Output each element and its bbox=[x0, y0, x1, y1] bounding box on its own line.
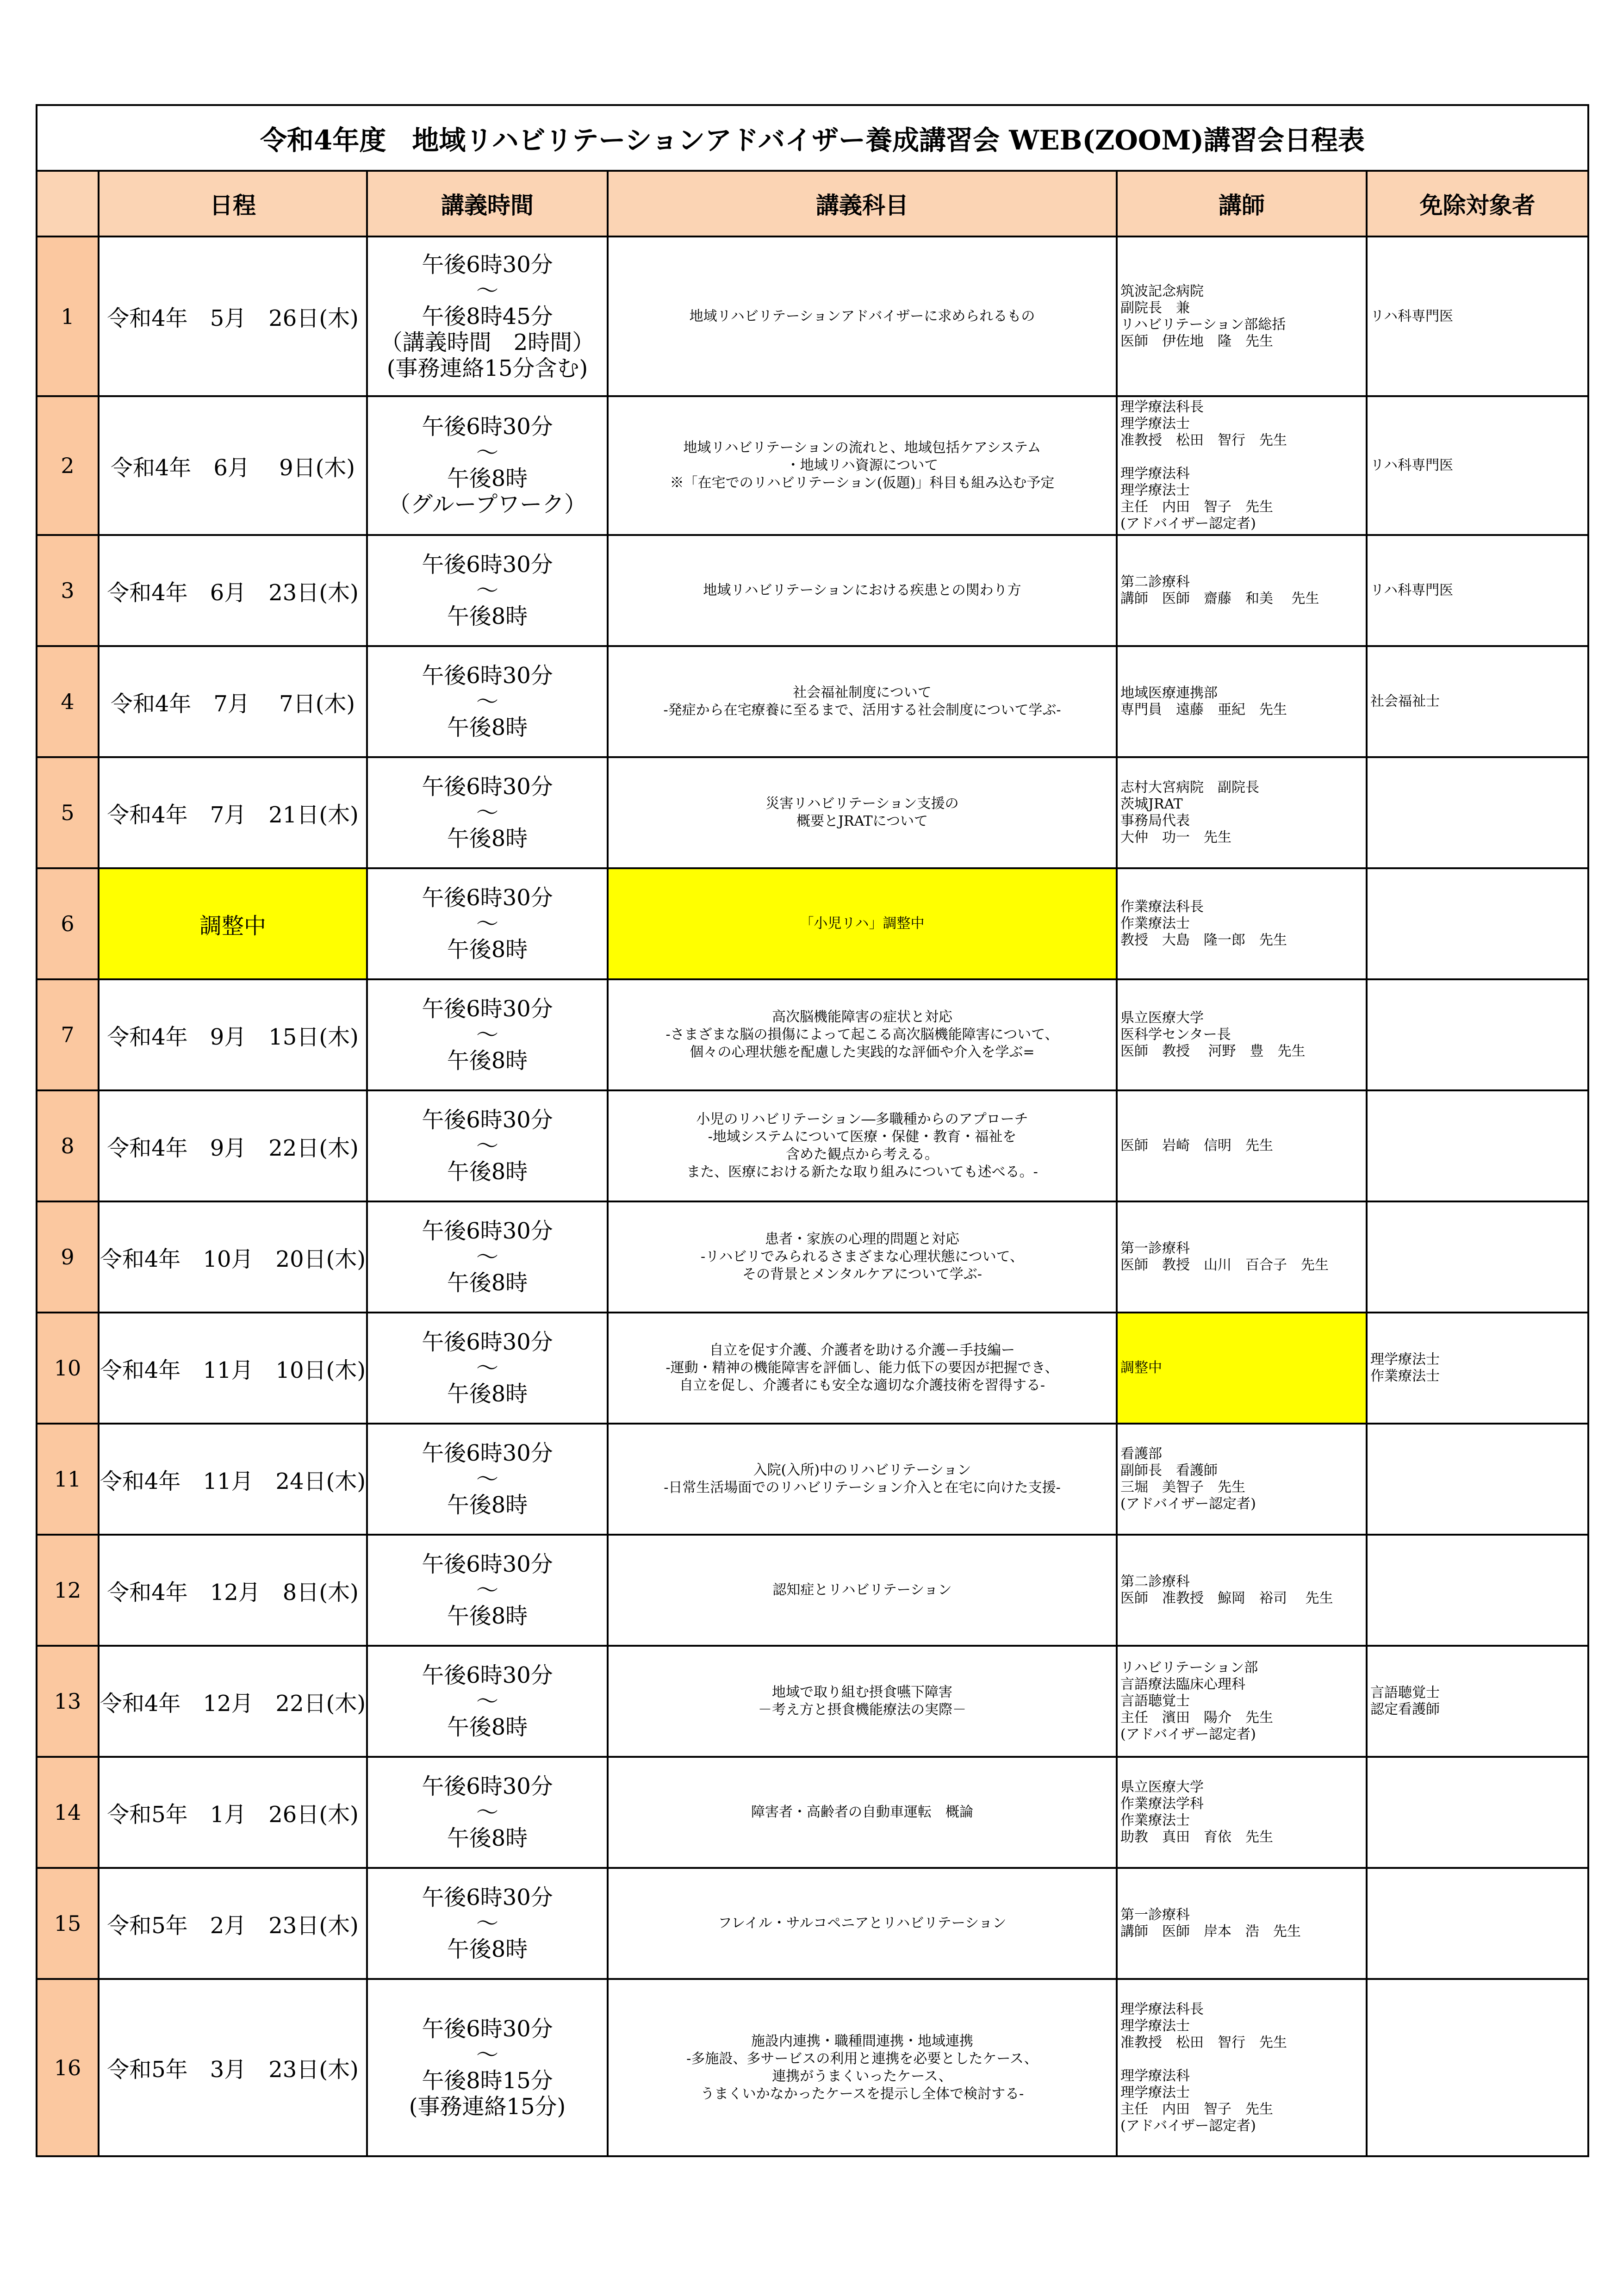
time-line: 午後8時 bbox=[447, 1381, 528, 1407]
lecturer-line: 作業療法士 bbox=[1120, 915, 1190, 932]
row-time bbox=[367, 1757, 608, 1868]
time-line: 午後8時 bbox=[447, 1714, 528, 1740]
row-date: 令和5年 2月 23日(木) bbox=[99, 1868, 367, 1979]
row-date: 令和4年 7月 7日(木) bbox=[99, 646, 367, 757]
row-subject bbox=[608, 646, 1117, 757]
lecturer-line: 作業療法士 bbox=[1120, 1812, 1190, 1829]
time-line: 午後6時30分 bbox=[422, 885, 553, 911]
time-line: 午後8時 bbox=[447, 1270, 528, 1296]
subject-line: 地域リハビリテーションアドバイザーに求められるもの bbox=[689, 308, 1035, 324]
header-subject: 講義科目 bbox=[608, 171, 1117, 236]
row-number: 12 bbox=[37, 1535, 99, 1646]
time-line: 午後6時30分 bbox=[422, 1329, 553, 1355]
table-row bbox=[37, 1757, 1588, 1868]
lecturer-line: 茨城JRAT bbox=[1120, 796, 1183, 812]
time-line: 午後6時30分 bbox=[422, 774, 553, 800]
time-line: 午後6時30分 bbox=[422, 1662, 553, 1688]
row-exempt bbox=[1367, 1646, 1588, 1757]
row-date: 令和4年 5月 26日(木) bbox=[99, 236, 367, 396]
subject-line: 概要とJRATについて bbox=[796, 813, 928, 829]
lecturer-line: 講師 医師 齋藤 和美 先生 bbox=[1120, 591, 1319, 607]
row-number: 15 bbox=[37, 1868, 99, 1979]
row-exempt bbox=[1367, 1424, 1588, 1535]
row-subject bbox=[608, 1313, 1117, 1424]
header-date: 日程 bbox=[99, 171, 367, 236]
row-time bbox=[367, 1424, 608, 1535]
row-subject bbox=[608, 979, 1117, 1090]
time-line: ～ bbox=[476, 1355, 498, 1381]
lecturer-line: 准教授 松田 智行 先生 bbox=[1120, 432, 1287, 448]
time-line: 午後6時30分 bbox=[422, 1773, 553, 1799]
row-date: 令和5年 3月 23日(木) bbox=[99, 1979, 367, 2156]
subject-line: 高次脳機能障害の症状と対応 bbox=[772, 1009, 952, 1025]
row-exempt bbox=[1367, 868, 1588, 979]
subject-line: 入院(入所)中のリハビリテーション bbox=[753, 1462, 971, 1478]
table-row bbox=[37, 868, 1588, 979]
table-row bbox=[37, 646, 1588, 757]
row-time bbox=[367, 757, 608, 868]
subject-line: 含めた観点から考える。 bbox=[786, 1146, 939, 1163]
lecturer-line: (アドバイザー認定者) bbox=[1120, 1496, 1256, 1512]
row-lecturer bbox=[1117, 236, 1367, 396]
row-exempt bbox=[1367, 535, 1588, 646]
subject-line: -リハビリでみられるさまざまな心理状態について、 bbox=[700, 1249, 1024, 1265]
subject-line: ・地域リハ資源について bbox=[786, 457, 939, 473]
lecturer-line: 理学療法士 bbox=[1120, 2084, 1190, 2101]
row-subject bbox=[608, 236, 1117, 396]
row-time bbox=[367, 1090, 608, 1201]
table-row bbox=[37, 1201, 1588, 1313]
lecturer-line: 第一診療科 bbox=[1120, 1240, 1190, 1257]
row-date: 令和4年 9月 15日(木) bbox=[99, 979, 367, 1090]
lecturer-line: 言語療法臨床心理科 bbox=[1120, 1676, 1245, 1692]
row-subject bbox=[608, 1646, 1117, 1757]
exempt-line: 言語聴覚士 bbox=[1370, 1685, 1440, 1701]
lecturer-line: 医師 伊佐地 隆 先生 bbox=[1120, 333, 1273, 349]
lecturer-line: 助教 真田 育依 先生 bbox=[1120, 1829, 1273, 1845]
schedule-sheet bbox=[36, 104, 1587, 2157]
time-line: ～ bbox=[476, 1022, 498, 1048]
time-line: 午後6時30分 bbox=[422, 251, 553, 278]
time-line: 午後8時 bbox=[447, 1492, 528, 1518]
row-lecturer bbox=[1117, 868, 1367, 979]
time-line: 午後6時30分 bbox=[422, 663, 553, 689]
row-exempt bbox=[1367, 1090, 1588, 1201]
row-date: 令和4年 7月 21日(木) bbox=[99, 757, 367, 868]
subject-line: 「小児リハ」調整中 bbox=[800, 915, 925, 932]
row-subject bbox=[608, 1757, 1117, 1868]
lecturer-line: 講師 医師 岸本 浩 先生 bbox=[1120, 1923, 1301, 1940]
row-lecturer bbox=[1117, 1757, 1367, 1868]
lecturer-line: 主任 濱田 陽介 先生 bbox=[1120, 1710, 1273, 1726]
row-time bbox=[367, 396, 608, 535]
time-line: ～ bbox=[476, 1133, 498, 1159]
lecturer-line: (アドバイザー認定者) bbox=[1120, 516, 1256, 532]
time-line: 午後8時 bbox=[447, 1603, 528, 1629]
row-subject bbox=[608, 1090, 1117, 1201]
subject-line: 地域リハビリテーションにおける疾患との関わり方 bbox=[703, 582, 1021, 598]
lecturer-line: 第一診療科 bbox=[1120, 1907, 1190, 1923]
subject-line: -地域システムについて医療・保健・教育・福祉を bbox=[708, 1129, 1017, 1145]
time-line: 午後6時30分 bbox=[422, 414, 553, 440]
lecturer-line: 県立医療大学 bbox=[1120, 1779, 1204, 1795]
subject-line: 個々の心理状態を配慮した実践的な評価や介入を学ぶ= bbox=[690, 1044, 1035, 1060]
lecturer-line: 作業療法科長 bbox=[1120, 899, 1204, 915]
row-number: 8 bbox=[37, 1090, 99, 1201]
header-exempt: 免除対象者 bbox=[1367, 171, 1588, 236]
exempt-line: リハ科専門医 bbox=[1370, 457, 1454, 473]
table-row bbox=[37, 535, 1588, 646]
row-lecturer bbox=[1117, 757, 1367, 868]
subject-line: -運動・精神の機能障害を評価し、能力低下の要因が把握でき、 bbox=[665, 1360, 1059, 1376]
time-line: (事務連絡15分) bbox=[409, 2093, 566, 2120]
row-exempt bbox=[1367, 979, 1588, 1090]
time-line: ～ bbox=[476, 578, 498, 604]
row-subject bbox=[608, 868, 1117, 979]
time-line: 午後6時30分 bbox=[422, 1885, 553, 1910]
lecturer-line: 理学療法士 bbox=[1120, 2017, 1190, 2034]
lecturer-line: 医師 岩崎 信明 先生 bbox=[1120, 1138, 1273, 1154]
subject-line: －考え方と摂食機能療法の実際－ bbox=[758, 1702, 966, 1718]
table-row bbox=[37, 1868, 1588, 1979]
lecturer-line: 教授 大島 隆一郎 先生 bbox=[1120, 932, 1287, 948]
table-row bbox=[37, 1979, 1588, 2156]
row-time bbox=[367, 1313, 608, 1424]
page-title bbox=[37, 105, 1588, 171]
lecturer-line: 志村大宮病院 副院長 bbox=[1120, 779, 1259, 796]
lecturer-line: 看護部 bbox=[1120, 1446, 1162, 1462]
row-number: 4 bbox=[37, 646, 99, 757]
lecturer-line: 地域医療連携部 bbox=[1120, 685, 1218, 701]
exempt-line: 作業療法士 bbox=[1370, 1368, 1440, 1384]
time-line: （講義時間 2時間） bbox=[380, 329, 595, 355]
header-row bbox=[37, 171, 1588, 236]
table-row bbox=[37, 1424, 1588, 1535]
table-row bbox=[37, 1313, 1588, 1424]
time-line: 午後6時30分 bbox=[422, 2016, 553, 2042]
row-lecturer bbox=[1117, 1868, 1367, 1979]
time-line: 午後8時 bbox=[447, 937, 528, 963]
subject-line: フレイル・サルコペニアとリハビリテーション bbox=[718, 1915, 1007, 1931]
lecturer-line: 第二診療科 bbox=[1120, 574, 1190, 590]
row-time bbox=[367, 1646, 608, 1757]
lecturer-line: 作業療法学科 bbox=[1120, 1796, 1204, 1812]
lecturer-line bbox=[1120, 449, 1366, 466]
row-date: 令和4年 6月 23日(木) bbox=[99, 535, 367, 646]
time-line: 午後8時 bbox=[447, 1825, 528, 1851]
row-subject bbox=[608, 396, 1117, 535]
row-subject bbox=[608, 1201, 1117, 1313]
time-line: ～ bbox=[476, 1577, 498, 1603]
lecturer-line: 副院長 兼 bbox=[1120, 299, 1190, 316]
lecturer-line: 医師 准教授 鯨岡 裕司 先生 bbox=[1120, 1590, 1333, 1606]
row-lecturer bbox=[1117, 1646, 1367, 1757]
lecturer-line: 県立医療大学 bbox=[1120, 1010, 1204, 1026]
row-date: 令和4年 11月 24日(木) bbox=[99, 1424, 367, 1535]
table-row bbox=[37, 396, 1588, 535]
row-number: 13 bbox=[37, 1646, 99, 1757]
time-line: 午後6時30分 bbox=[422, 552, 553, 578]
time-line: ～ bbox=[476, 1688, 498, 1714]
time-line: 午後8時 bbox=[447, 715, 528, 740]
table-row bbox=[37, 979, 1588, 1090]
table-row bbox=[37, 1090, 1588, 1201]
time-line: 午後8時15分 bbox=[422, 2067, 553, 2094]
row-time bbox=[367, 1535, 608, 1646]
subject-line: また、医療における新たな取り組みについても述べる。- bbox=[686, 1164, 1038, 1180]
row-date: 令和4年 11月 10日(木) bbox=[99, 1313, 367, 1424]
lecturer-line: 准教授 松田 智行 先生 bbox=[1120, 2034, 1287, 2051]
row-exempt bbox=[1367, 646, 1588, 757]
lecturer-line: (アドバイザー認定者) bbox=[1120, 2117, 1256, 2134]
exempt-line: リハ科専門医 bbox=[1370, 582, 1454, 598]
row-time bbox=[367, 868, 608, 979]
subject-line: -多施設、多サービスの利用と連携を必要としたケース、 bbox=[686, 2050, 1038, 2067]
row-time bbox=[367, 646, 608, 757]
lecturer-line: 理学療法科長 bbox=[1120, 399, 1204, 415]
row-number: 9 bbox=[37, 1201, 99, 1313]
schedule-table bbox=[36, 104, 1589, 2157]
subject-line: 災害リハビリテーション支援の bbox=[765, 796, 959, 812]
subject-line: -日常生活場面でのリハビリテーション介入と在宅に向けた支援- bbox=[664, 1480, 1061, 1496]
row-number: 1 bbox=[37, 236, 99, 396]
subject-line: 障害者・高齢者の自動車運転 概論 bbox=[751, 1804, 973, 1820]
lecturer-line: 医科学センター長 bbox=[1120, 1027, 1231, 1043]
lecturer-line: 調整中 bbox=[1120, 1360, 1162, 1376]
lecturer-line: 主任 内田 智子 先生 bbox=[1120, 499, 1273, 515]
row-date: 令和4年 6月 9日(木) bbox=[99, 396, 367, 535]
title-fiscal-year: 令和4年度 bbox=[260, 124, 386, 156]
row-lecturer bbox=[1117, 1201, 1367, 1313]
row-date: 令和4年 9月 22日(木) bbox=[99, 1090, 367, 1201]
time-line: 午後8時45分 bbox=[422, 303, 553, 330]
time-line: 午後6時30分 bbox=[422, 1440, 553, 1466]
lecturer-line: 主任 内田 智子 先生 bbox=[1120, 2101, 1273, 2117]
time-line: (事務連絡15分含む) bbox=[386, 355, 588, 381]
row-time bbox=[367, 236, 608, 396]
row-lecturer bbox=[1117, 1535, 1367, 1646]
row-number: 16 bbox=[37, 1979, 99, 2156]
time-line: ～ bbox=[476, 1799, 498, 1825]
subject-line: 地域で取り組む摂食嚥下障害 bbox=[772, 1684, 952, 1700]
row-exempt bbox=[1367, 1868, 1588, 1979]
row-subject bbox=[608, 1424, 1117, 1535]
subject-line: 地域リハビリテーションの流れと、地域包括ケアシステム bbox=[683, 440, 1041, 456]
lecturer-line: 三堀 美智子 先生 bbox=[1120, 1479, 1245, 1495]
exempt-line: リハ科専門医 bbox=[1370, 308, 1454, 324]
row-subject bbox=[608, 1535, 1117, 1646]
row-time bbox=[367, 535, 608, 646]
time-line: ～ bbox=[476, 800, 498, 826]
time-line: ～ bbox=[476, 1244, 498, 1270]
row-date: 令和4年 12月 22日(木) bbox=[99, 1646, 367, 1757]
exempt-line: 認定看護師 bbox=[1370, 1701, 1440, 1717]
row-lecturer bbox=[1117, 1313, 1367, 1424]
subject-line: 自立を促す介護、介護者を助ける介護ー手技編ー bbox=[709, 1342, 1015, 1358]
subject-line: 施設内連携・職種間連携・地域連携 bbox=[751, 2033, 973, 2049]
row-lecturer bbox=[1117, 396, 1367, 535]
lecturer-line: 理学療法士 bbox=[1120, 482, 1190, 498]
lecturer-line: (アドバイザー認定者) bbox=[1120, 1726, 1256, 1742]
lecturer-line: 理学療法士 bbox=[1120, 416, 1190, 432]
lecturer-line: 第二診療科 bbox=[1120, 1574, 1190, 1590]
lecturer-line: 大仲 功一 先生 bbox=[1120, 829, 1231, 846]
time-line: ～ bbox=[476, 440, 498, 466]
time-line: 午後8時 bbox=[447, 604, 528, 629]
row-time bbox=[367, 979, 608, 1090]
row-number: 10 bbox=[37, 1313, 99, 1424]
time-line: ～ bbox=[476, 277, 498, 304]
subject-line: 小児のリハビリテーション―多職種からのアプローチ bbox=[696, 1111, 1028, 1127]
row-date: 調整中 bbox=[99, 868, 367, 979]
row-number: 14 bbox=[37, 1757, 99, 1868]
row-number: 3 bbox=[37, 535, 99, 646]
subject-line: 連携がうまくいったケース、 bbox=[772, 2068, 952, 2084]
row-date: 令和4年 12月 8日(木) bbox=[99, 1535, 367, 1646]
subject-line: -さまざまな脳の損傷によって起こる高次脳機能障害について、 bbox=[665, 1027, 1059, 1043]
lecturer-line: リハビリテーション部 bbox=[1120, 1660, 1258, 1676]
row-exempt bbox=[1367, 1201, 1588, 1313]
time-line: 午後8時 bbox=[447, 1159, 528, 1185]
header-time: 講義時間 bbox=[367, 171, 608, 236]
row-date: 令和4年 10月 20日(木) bbox=[99, 1201, 367, 1313]
lecturer-line: 医師 教授 河野 豊 先生 bbox=[1120, 1043, 1306, 1059]
row-subject bbox=[608, 535, 1117, 646]
time-line: （グループワーク） bbox=[388, 492, 587, 517]
subject-line: 自立を促し、介護者にも安全な適切な介護技術を習得する- bbox=[679, 1377, 1045, 1394]
row-date: 令和5年 1月 26日(木) bbox=[99, 1757, 367, 1868]
row-subject bbox=[608, 757, 1117, 868]
time-line: ～ bbox=[476, 1466, 498, 1492]
lecturer-line bbox=[1120, 2051, 1366, 2068]
table-row bbox=[37, 1535, 1588, 1646]
lecturer-line: 副師長 看護師 bbox=[1120, 1462, 1218, 1479]
row-subject bbox=[608, 1979, 1117, 2156]
time-line: 午後8時 bbox=[447, 466, 528, 492]
row-time bbox=[367, 1201, 608, 1313]
time-line: ～ bbox=[476, 911, 498, 937]
row-lecturer bbox=[1117, 979, 1367, 1090]
subject-line: その背景とメンタルケアについて学ぶ- bbox=[742, 1266, 982, 1282]
row-number: 7 bbox=[37, 979, 99, 1090]
time-line: ～ bbox=[476, 689, 498, 715]
lecturer-line: 理学療法科長 bbox=[1120, 2001, 1204, 2017]
subject-line: -発症から在宅療養に至るまで、活用する社会制度について学ぶ- bbox=[663, 702, 1061, 718]
title-main: 地域リハビリテーションアドバイザー養成講習会 WEB(ZOOM)講習会日程表 bbox=[412, 124, 1365, 156]
lecturer-line: 理学療法科 bbox=[1120, 2067, 1190, 2084]
row-exempt bbox=[1367, 1535, 1588, 1646]
row-exempt bbox=[1367, 396, 1588, 535]
row-exempt bbox=[1367, 1979, 1588, 2156]
time-line: ～ bbox=[476, 2041, 498, 2068]
time-line: 午後6時30分 bbox=[422, 1551, 553, 1577]
header-number bbox=[37, 171, 99, 236]
row-lecturer bbox=[1117, 535, 1367, 646]
row-time bbox=[367, 1868, 608, 1979]
time-line: 午後8時 bbox=[447, 1936, 528, 1962]
row-exempt bbox=[1367, 1757, 1588, 1868]
exempt-line: 社会福祉士 bbox=[1370, 693, 1440, 709]
subject-line: 患者・家族の心理的問題と対応 bbox=[765, 1231, 959, 1247]
row-exempt bbox=[1367, 1313, 1588, 1424]
subject-line: うまくいかなかったケースを提示し全体で検討する- bbox=[700, 2085, 1024, 2102]
row-lecturer bbox=[1117, 1090, 1367, 1201]
lecturer-line: 医師 教授 山川 百合子 先生 bbox=[1120, 1257, 1329, 1273]
exempt-line: 理学療法士 bbox=[1370, 1351, 1440, 1368]
row-lecturer bbox=[1117, 646, 1367, 757]
time-line: 午後6時30分 bbox=[422, 1218, 553, 1244]
row-exempt bbox=[1367, 757, 1588, 868]
row-lecturer bbox=[1117, 1979, 1367, 2156]
time-line: ～ bbox=[476, 1910, 498, 1936]
subject-line: 社会福祉制度について bbox=[793, 684, 932, 701]
lecturer-line: 筑波記念病院 bbox=[1120, 283, 1204, 299]
row-time bbox=[367, 1979, 608, 2156]
table-row bbox=[37, 236, 1588, 396]
table-row bbox=[37, 1646, 1588, 1757]
row-number: 6 bbox=[37, 868, 99, 979]
row-lecturer bbox=[1117, 1424, 1367, 1535]
row-number: 11 bbox=[37, 1424, 99, 1535]
time-line: 午後8時 bbox=[447, 826, 528, 852]
row-exempt bbox=[1367, 236, 1588, 396]
table-row bbox=[37, 757, 1588, 868]
lecturer-line: 専門員 遠藤 亜紀 先生 bbox=[1120, 702, 1287, 718]
time-line: 午後8時 bbox=[447, 1048, 528, 1074]
time-line: 午後6時30分 bbox=[422, 996, 553, 1022]
lecturer-line: リハビリテーション部総括 bbox=[1120, 316, 1286, 333]
time-line: 午後6時30分 bbox=[422, 1107, 553, 1133]
lecturer-line: 言語聴覚士 bbox=[1120, 1693, 1190, 1709]
lecturer-line: 事務局代表 bbox=[1120, 813, 1190, 829]
row-subject bbox=[608, 1868, 1117, 1979]
row-number: 2 bbox=[37, 396, 99, 535]
subject-line: ※「在宅でのリハビリテーション(仮題)」科目も組み込む予定 bbox=[670, 475, 1055, 491]
subject-line: 認知症とリハビリテーション bbox=[772, 1582, 952, 1598]
row-number: 5 bbox=[37, 757, 99, 868]
header-lecturer: 講師 bbox=[1117, 171, 1367, 236]
lecturer-line: 理学療法科 bbox=[1120, 466, 1190, 482]
